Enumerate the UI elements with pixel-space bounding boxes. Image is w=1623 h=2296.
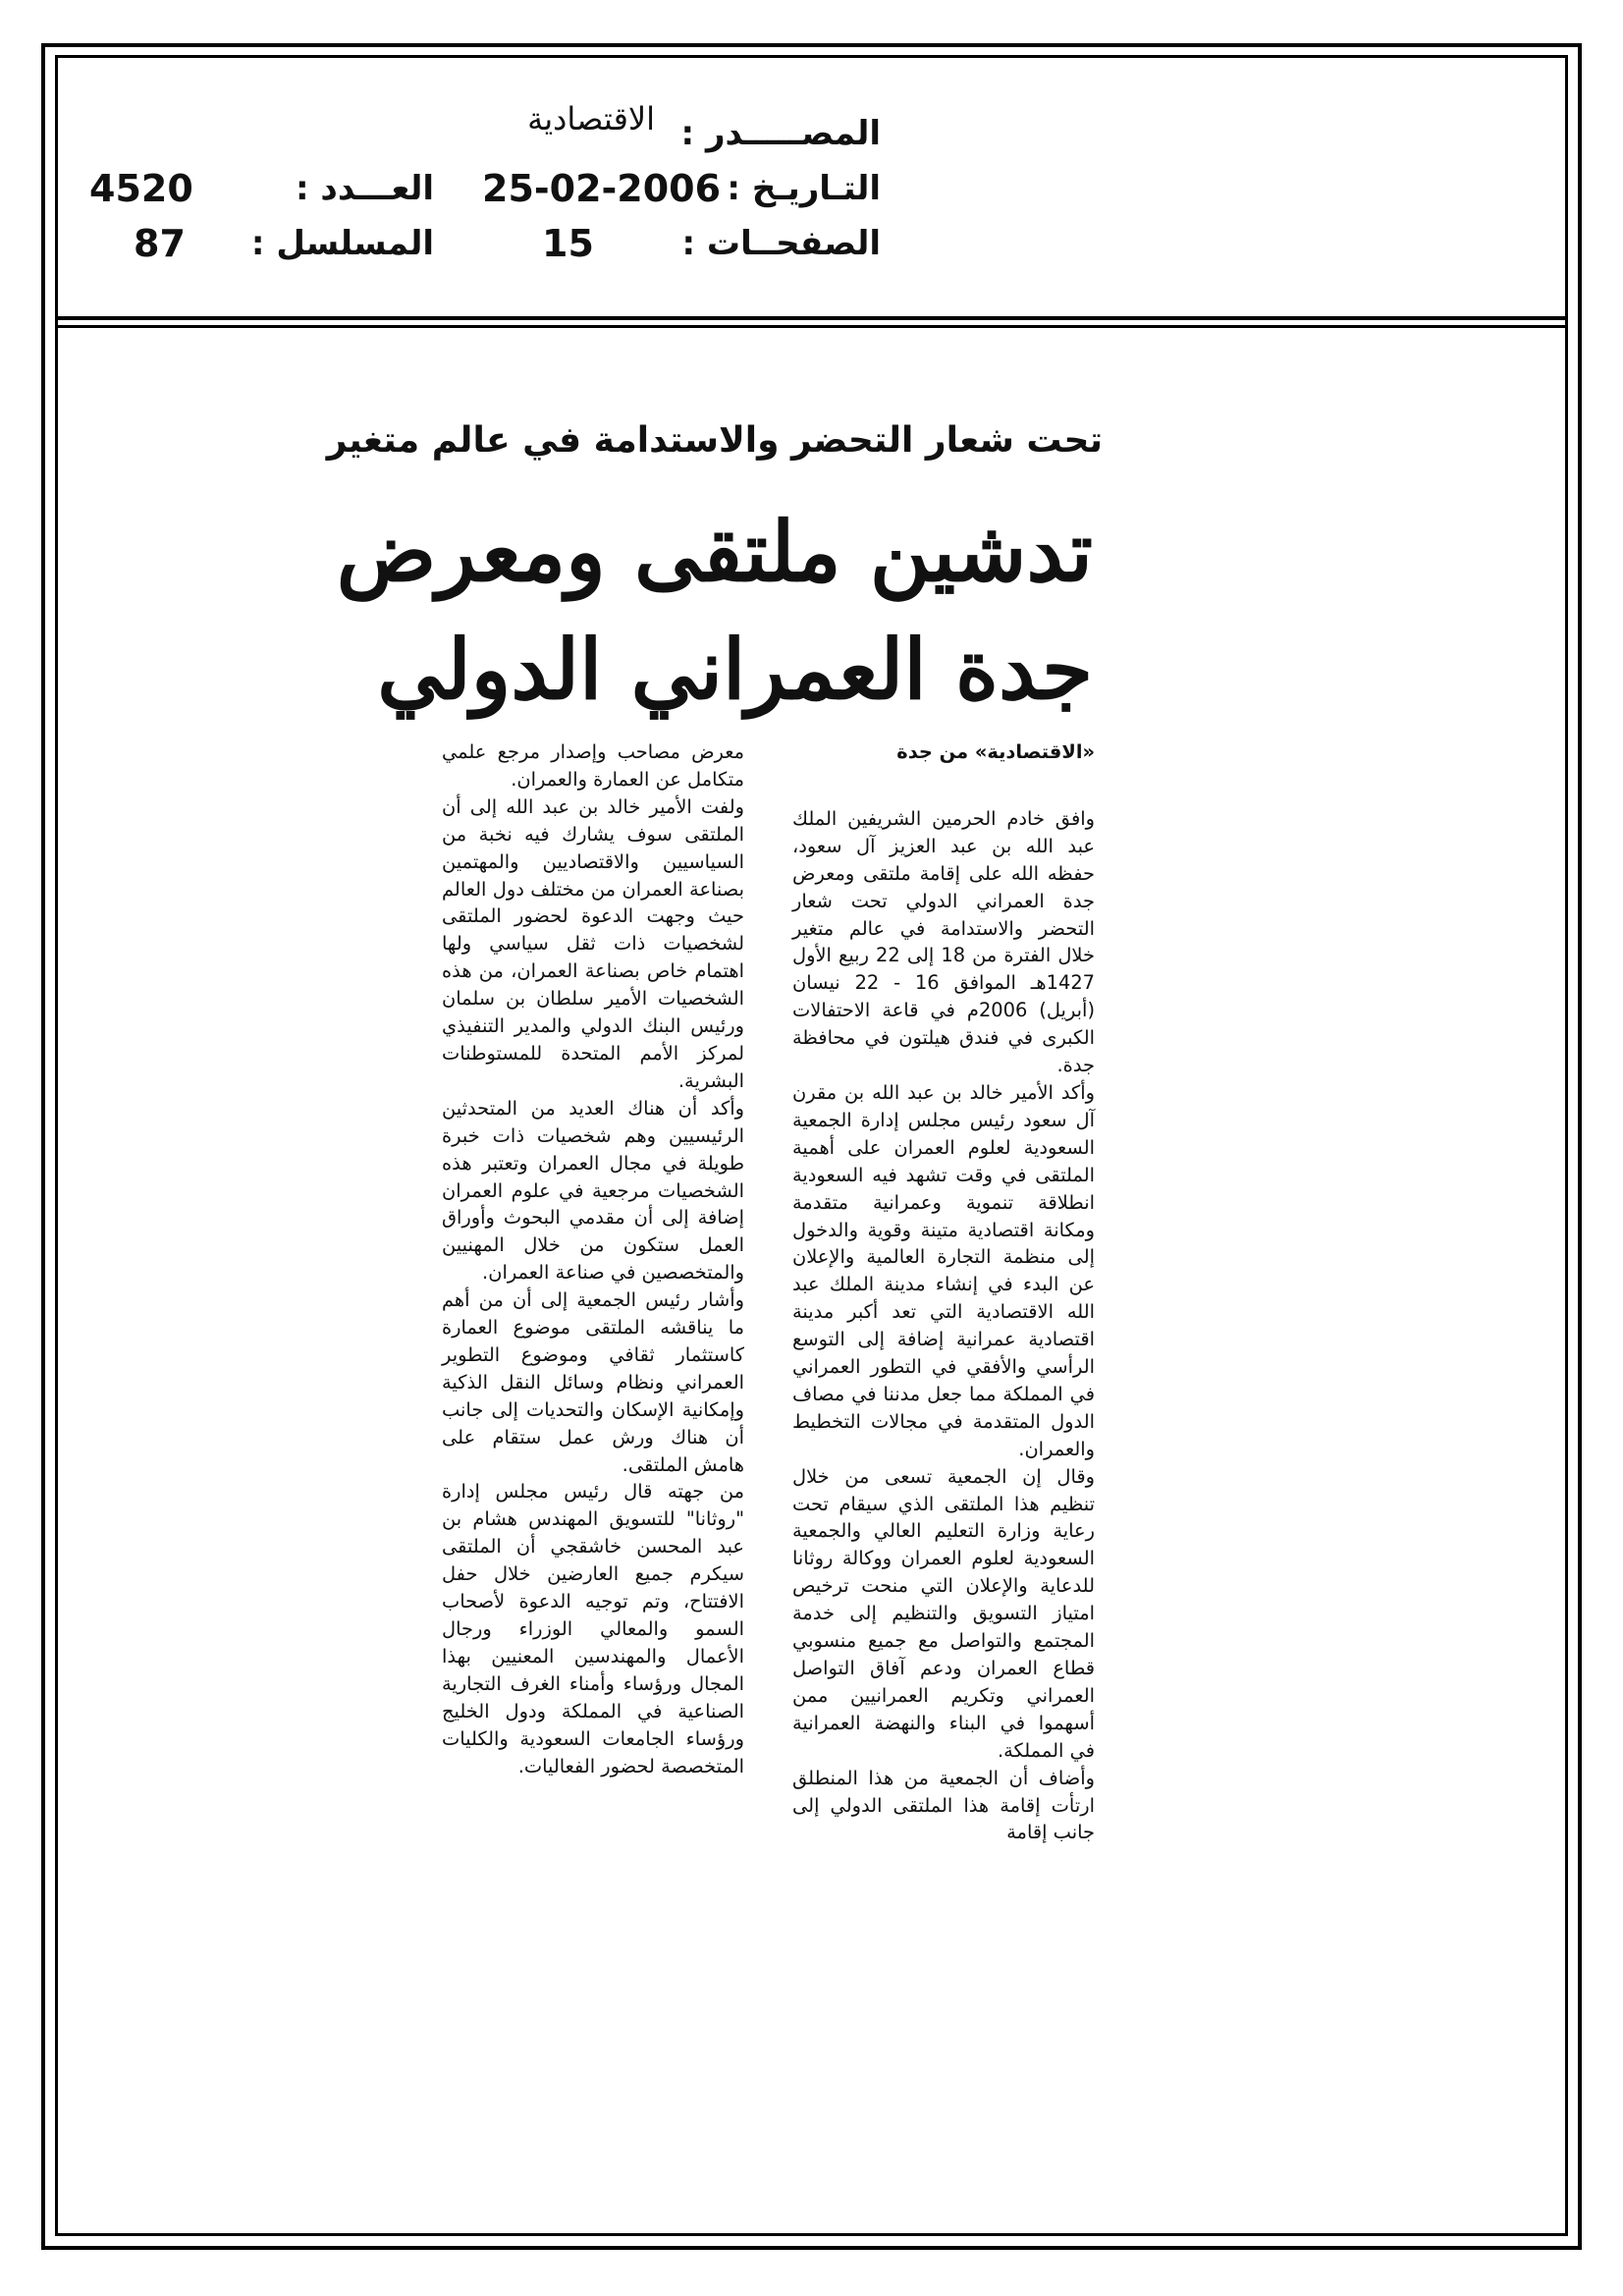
paragraph: وافق خادم الحرمين الشريفين الملك عبد الله بن عبد العزيز آل سعود، حفظه الله على إقامة ملتقى ومعرض جدة العمراني الدولي تحت شعار التحضر والاستدامة في عالم متغير خلال الفترة من 18 إلى 22 ربيع الأول 1427هـ الموافق 16 - 22 نيسان (أبريل) 2006م في قاعة الاحتفالات الكبرى في فندق هيلتون في محافظة جدة. [792, 806, 1096, 1077]
header-divider [55, 316, 1568, 320]
paragraph: من جهته قال رئيس مجلس إدارة "روثانا" للتسويق المهندس هشام بن عبد المحسن خاشقجي أن الملتقى سيكرم جميع العارضين خلال حفل الافتتاح، وتم توجيه الدعوة لأصحاب السمو والمعالي الوزراء ورجال الأعمال والمهندسين المعنيين بهذا المجال ورؤساء وأمناء الغرف التجارية الصناعية في المملكة ودول الخليج ورؤساء الجامعات السعودية والكليات المتخصصة لحضور الفعاليات. [442, 1480, 744, 1777]
paragraph: وأضاف أن الجمعية من هذا المنطلق ارتأت إقامة هذا الملتقى الدولي إلى جانب إقامة [792, 1766, 1095, 1844]
paragraph: وأكد الأمير خالد بن عبد الله بن مقرن آل سعود رئيس مجلس إدارة الجمعية السعودية لعلوم العمران على أهمية الملتقى في وقت تشهد فيه السعودية انطلاقة تنموية وعمرانية متقدمة ومكانة اقتصادية متينة وقوية والدخول إلى منظمة التجارة العالمية والإعلان عن البدء في إنشاء مدينة الملك عبد الله الاقتصادية التي تعد أكبر مدينة اقتصادية عمرانية إضافة إلى التوسع الرأسي والأفقي في التطور العمراني في المملكة مما جعل مدننا في مصاف الدول المتقدمة في مجالات التخطيط والعمران. [792, 1080, 1095, 1460]
article-headline-line2: جدة العمراني الدولي [377, 621, 1093, 718]
issue-value: 4520 [89, 167, 193, 210]
clipping-header [55, 55, 1568, 318]
article-column-left [442, 738, 744, 1779]
paragraph: ولفت الأمير خالد بن عبد الله إلى أن الملتقى سوف يشارك فيه نخبة من السياسيين والاقتصاديين والمهتمين بصناعة العمران من مختلف دول العالم حيث وجهت الدعوة لحضور الملتقى لشخصيات ذات ثقل سياسي ولها اهتمام خاص بصناعة العمران، من هذه الشخصيات الأمير سلطان بن سلمان ورئيس البنك الدولي والمدير التنفيذي لمركز الأمم المتحدة للمستوطنات البشرية. [442, 794, 744, 1092]
paragraph: وأشار رئيس الجمعية إلى أن من أهم ما يناقشه الملتقى موضوع العمارة كاستثمار ثقافي وموضوع التطوير العمراني ونظام وسائل النقل الذكية وإمكانية الإسكان والتحديات إلى جانب أن هناك ورش عمل ستقام على هامش الملتقى. [442, 1288, 744, 1476]
date-value: 25-02-2006 [482, 167, 722, 210]
paragraph: وقال إن الجمعية تسعى من خلال تنظيم هذا الملتقى الذي سيقام تحت رعاية وزارة التعليم العالي والجمعية السعودية لعلوم العمران ووكالة روثانا للدعاية والإعلان التي منحت ترخيص امتياز التسويق والتنظيم إلى خدمة المجتمع والتواصل مع جميع منسوبي قطاع العمران ودعم آفاق التواصل العمراني وتكريم العمرانيين ممن أسهموا في البناء والنهضة العمرانية في المملكة. [792, 1464, 1095, 1762]
header-divider-thin [55, 325, 1568, 328]
issue-label: العـــدد : [296, 169, 434, 208]
article-kicker: تحت شعار التحضر والاستدامة في عالم متغير [326, 420, 1103, 461]
article-column-right [792, 738, 1095, 1846]
paragraph: وأكد أن هناك العديد من المتحدثين الرئيسيين وهم شخصيات ذات خبرة طويلة في مجال العمران وتعتبر هذه الشخصيات مرجعية في علوم العمران إضافة إلى أن مقدمي البحوث وأوراق العمل ستكون من خلال المهنيين والمتخصصين في صناعة العمران. [442, 1096, 744, 1285]
pages-value: 15 [542, 222, 594, 265]
article-byline: «الاقتصادية» من جدة [896, 740, 1095, 763]
source-value: الاقتصادية [527, 100, 655, 137]
pages-label: الصفحــات : [681, 224, 881, 263]
date-label: التـاريـخ : [727, 169, 881, 208]
paragraph: معرض مصاحب وإصدار مرجع علمي متكامل عن العمارة والعمران. [442, 740, 744, 791]
article-headline-line1: تدشين ملتقى ومعرض [336, 503, 1093, 600]
serial-label: المسلسل : [250, 224, 434, 263]
source-label: المصـــــدر : [680, 114, 881, 153]
serial-value: 87 [134, 222, 186, 265]
